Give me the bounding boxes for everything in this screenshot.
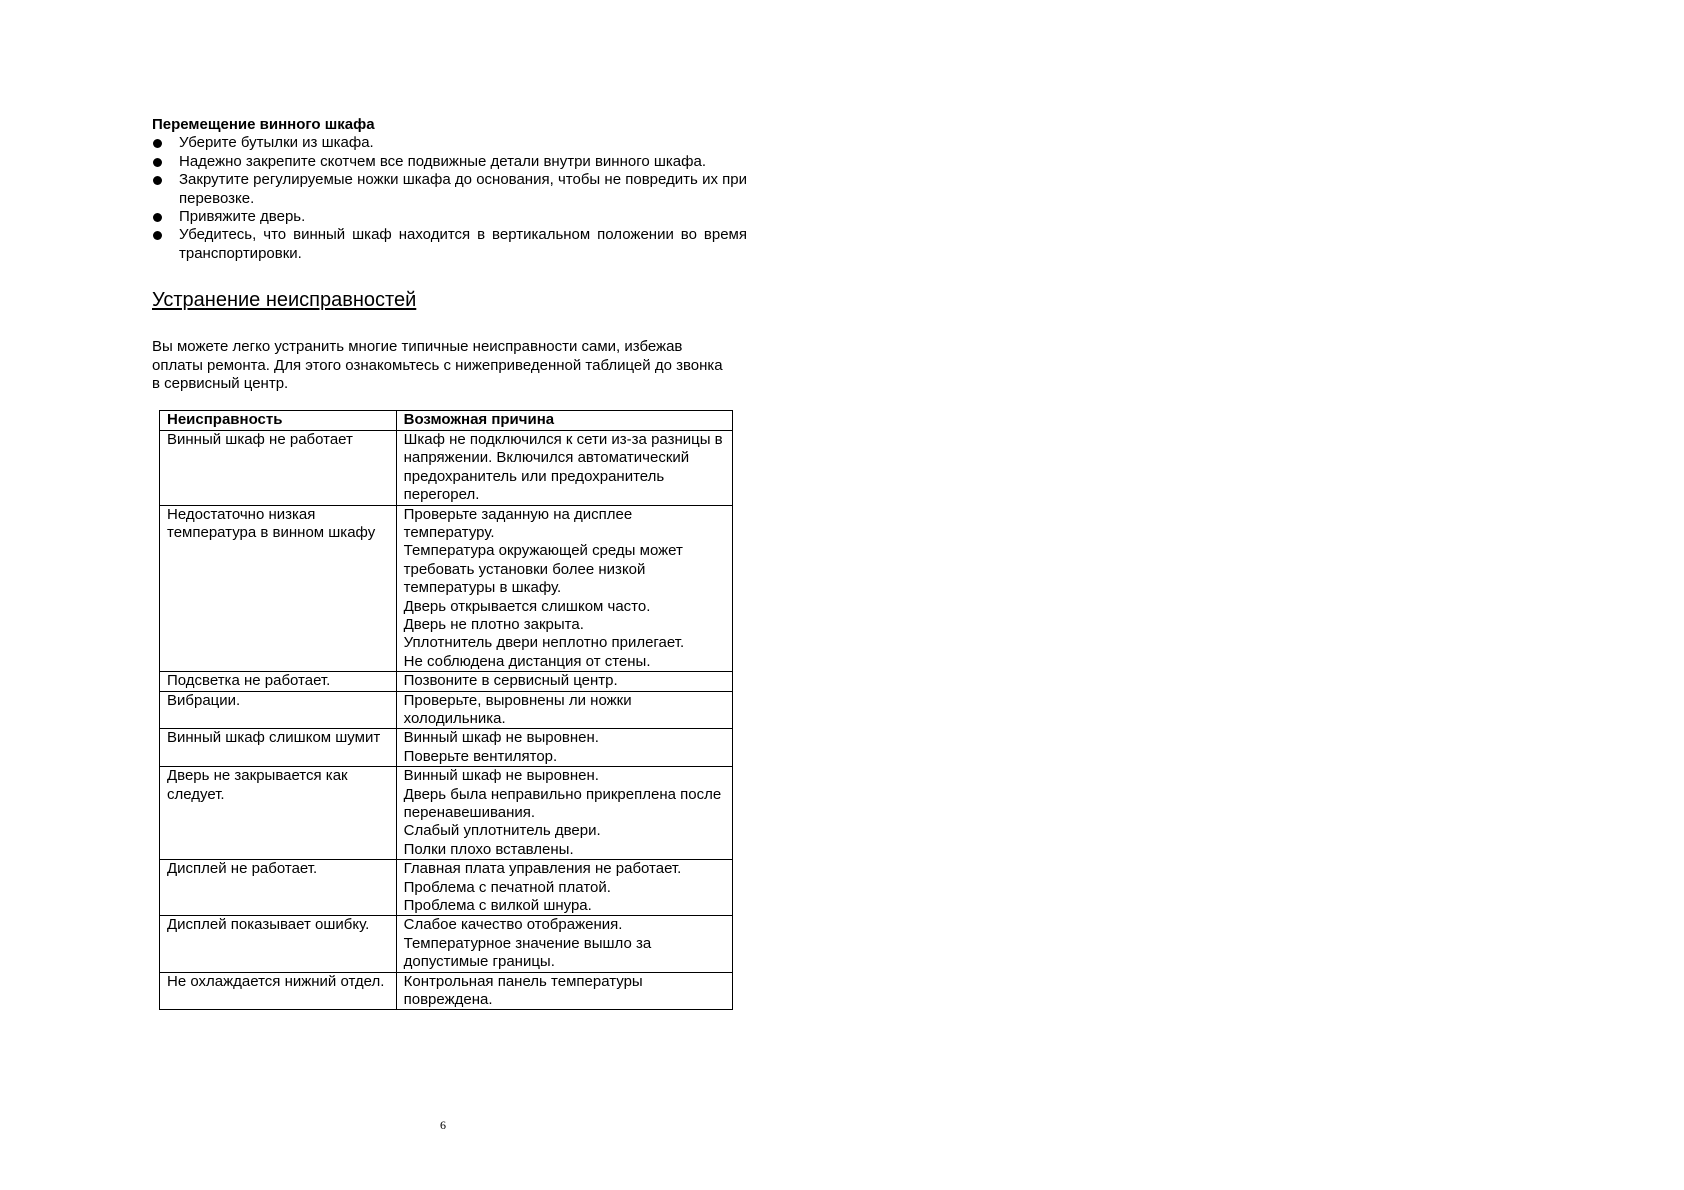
bullet-icon bbox=[153, 139, 162, 148]
table-row bbox=[160, 916, 733, 972]
bullet-text: Уберите бутылки из шкафа. bbox=[179, 134, 374, 152]
cause-line: Дверь открывается слишком часто. bbox=[403, 597, 651, 615]
cause-line: Слабый уплотнитель двери. bbox=[403, 822, 601, 840]
table-header-row bbox=[160, 411, 733, 430]
troubleshooting-table bbox=[159, 410, 733, 1010]
cause-line: Уплотнитель двери неплотно прилегает. bbox=[403, 634, 685, 652]
bullet-item bbox=[152, 208, 747, 226]
bullet-item bbox=[152, 153, 747, 171]
troubleshooting-intro: Вы можете легко устранить многие типичные неисправности сами, избежав оплаты ремонта. Для этого ознакомьтесь с нижеприведенной таблицей до звонка в сервисный центр. bbox=[152, 338, 723, 393]
problem-cell: Подсветка не работает. bbox=[160, 672, 397, 691]
problem-cell: Дисплей не работает. bbox=[160, 860, 397, 916]
table-row bbox=[160, 505, 733, 672]
problem-cell: Недостаточно низкая температура в винном шкафу bbox=[160, 505, 397, 672]
problem-cell: Дверь не закрывается как следует. bbox=[160, 767, 397, 860]
table-row bbox=[160, 972, 733, 1010]
troubleshooting-title: Устранение неисправностей bbox=[152, 289, 417, 312]
cause-cell bbox=[396, 430, 732, 505]
cause-line: Проверьте заданную на дисплее температуру. bbox=[403, 505, 633, 541]
bullet-text: Привяжите дверь. bbox=[179, 208, 306, 226]
bullet-icon bbox=[153, 231, 162, 240]
page-number: 6 bbox=[440, 1118, 446, 1132]
cause-line: Температурное значение вышло за допустимые границы. bbox=[403, 934, 652, 971]
cause-cell bbox=[396, 860, 732, 916]
cause-cell bbox=[396, 767, 732, 860]
moving-heading: Перемещение винного шкафа bbox=[152, 116, 375, 133]
moving-bullet-list bbox=[152, 134, 747, 263]
cause-line: Слабое качество отображения. bbox=[403, 916, 623, 934]
table-row bbox=[160, 767, 733, 860]
cause-cell bbox=[396, 672, 732, 691]
cause-line: Винный шкаф не выровнен. bbox=[403, 767, 599, 785]
cause-line: Позвоните в сервисный центр. bbox=[403, 672, 618, 690]
cause-line: Винный шкаф не выровнен. bbox=[403, 729, 599, 747]
problem-cell: Винный шкаф слишком шумит bbox=[160, 729, 397, 767]
problem-cell: Дисплей показывает ошибку. bbox=[160, 916, 397, 972]
table-row bbox=[160, 672, 733, 691]
table-row bbox=[160, 729, 733, 767]
cause-line: Дверь была неправильно прикреплена после перенавешивания. bbox=[403, 785, 722, 821]
cause-cell bbox=[396, 691, 732, 729]
cause-cell bbox=[396, 729, 732, 767]
cause-line: Проблема с печатной платой. bbox=[403, 878, 611, 896]
cause-line: Проверьте, выровнены ли ножки холодильника. bbox=[403, 691, 632, 727]
bullet-icon bbox=[153, 176, 162, 185]
bullet-item bbox=[152, 171, 747, 208]
bullet-icon bbox=[153, 158, 162, 167]
bullet-item bbox=[152, 226, 747, 263]
cause-line: Не соблюдена дистанция от стены. bbox=[403, 652, 651, 670]
page-content bbox=[152, 116, 747, 1010]
bullet-icon bbox=[153, 213, 162, 222]
problem-cell: Вибрации. bbox=[160, 691, 397, 729]
cause-cell bbox=[396, 972, 732, 1010]
cause-cell bbox=[396, 505, 732, 672]
problem-cell: Не охлаждается нижний отдел. bbox=[160, 972, 397, 1010]
bullet-text: Закрутите регулируемые ножки шкафа до основания, чтобы не повредить их при перевозке. bbox=[179, 171, 747, 207]
bullet-text: Убедитесь, что винный шкаф находится в вертикальном положении во время транспортировки. bbox=[179, 226, 747, 262]
cause-line: Главная плата управления не работает. bbox=[403, 860, 682, 878]
cause-line: Проблема с вилкой шнура. bbox=[403, 897, 592, 915]
bullet-text: Надежно закрепите скотчем все подвижные детали внутри винного шкафа. bbox=[179, 152, 706, 170]
table-row bbox=[160, 430, 733, 505]
cause-line: Контрольная панель температуры повреждена. bbox=[403, 972, 643, 1009]
cause-line: Дверь не плотно закрыта. bbox=[403, 615, 584, 633]
cause-line: Температура окружающей среды может требовать установки более низкой температуры в шкафу. bbox=[403, 542, 683, 597]
cause-cell bbox=[396, 916, 732, 972]
header-cause: Возможная причина bbox=[396, 411, 732, 430]
cause-line: Полки плохо вставлены. bbox=[403, 840, 574, 858]
header-problem: Неисправность bbox=[160, 411, 397, 430]
problem-cell: Винный шкаф не работает bbox=[160, 430, 397, 505]
table-body bbox=[160, 430, 733, 1010]
bullet-item bbox=[152, 134, 747, 152]
table-row bbox=[160, 691, 733, 729]
cause-line: Шкаф не подключился к сети из-за разницы в напряжении. Включился автоматический предохранитель или предохранитель перегорел. bbox=[403, 430, 723, 504]
table-row bbox=[160, 860, 733, 916]
cause-line: Поверьте вентилятор. bbox=[403, 747, 558, 765]
